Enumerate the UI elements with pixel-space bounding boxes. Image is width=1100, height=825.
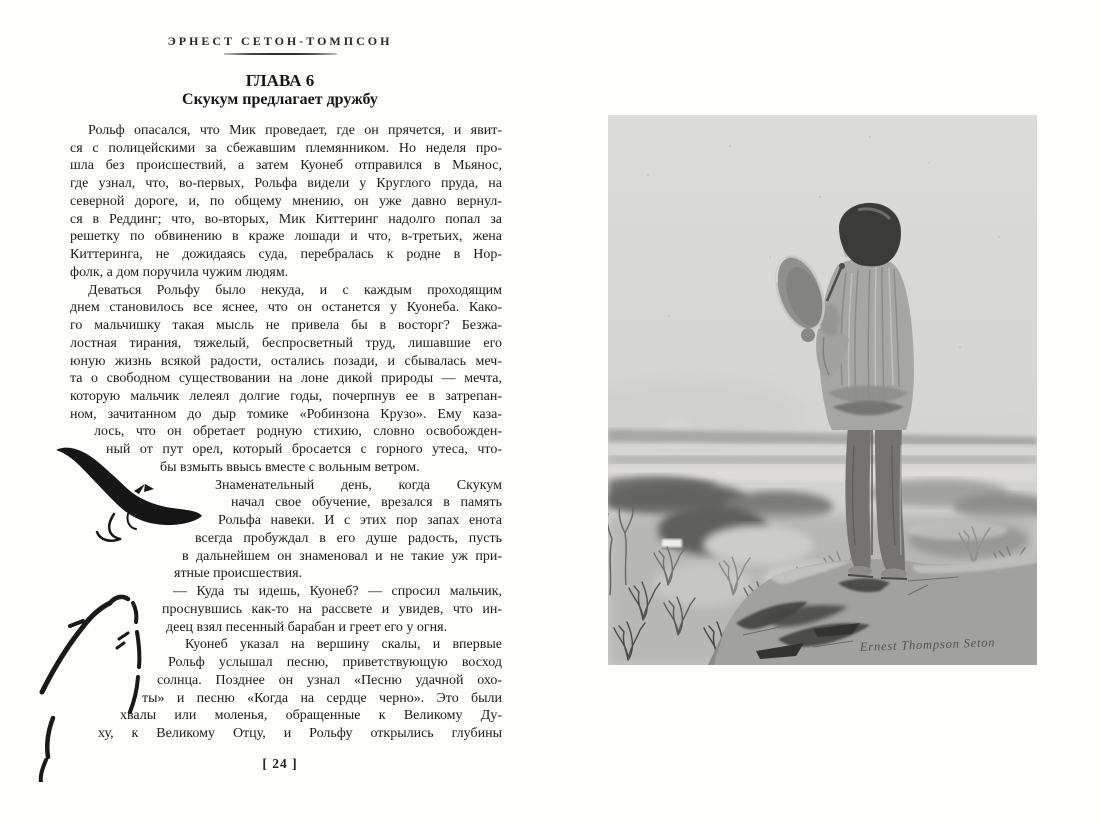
- artist-signature: Ernest Thompson Seton: [859, 635, 996, 654]
- text-line: та о свободном существовании на лоне дикой природы — мечта,: [70, 371, 502, 387]
- text-line: ный от пут орел, который бросается с горного утеса, что-: [106, 442, 502, 458]
- text-line: решетку по обвинению в краже лошади и что, в-третьих, жена: [70, 229, 502, 245]
- text-line: ном, зачитанном до дыр томике «Робинзона Крузо». Ему каза-: [70, 406, 502, 422]
- text-line: всегда пробуждал в его душе радость, пусть: [195, 530, 502, 546]
- figure-hand: [801, 328, 815, 342]
- text-line: — Куда ты идешь, Куонеб? — спросил мальчик,: [173, 584, 502, 600]
- text-line: которую мальчик лелеял долгие годы, почерпнув ее в затрепан-: [70, 389, 502, 405]
- text-line: ты» и песню «Когда на сердце черно». Это были: [142, 690, 502, 706]
- text-line: Рольф опасался, что Мик проведает, где он прячется, и явит-: [88, 123, 502, 138]
- eagle-silhouette: [56, 448, 202, 541]
- right-page: [550, 0, 1100, 825]
- text-line: где узнал, что, во-первых, Рольфа видели у Круглого пруда, на: [70, 176, 502, 192]
- header-rule: [224, 53, 337, 55]
- chapter-title: Скукум предлагает дружбу: [182, 91, 378, 108]
- text-line: деец взял песенный барабан и греет его у огня.: [166, 619, 448, 635]
- text-line: хвалы или моленья, обращенные к Великому Ду-: [120, 708, 502, 724]
- text-line: Киттеринга, не дожидаясь суда, перебралась к родне в Нор-: [70, 247, 502, 263]
- plate-illustration: [608, 115, 1037, 665]
- text-line: лось, что он обретает родную стихию, словно освобожден-: [94, 424, 502, 440]
- text-line: проснувшись как-то на рассвете и увидев, что ин-: [162, 601, 502, 617]
- text-line: ху, к Великому Отцу, и Рольфу открылись глубины: [98, 725, 502, 741]
- text-line: солнца. Позднее он узнал «Песню удачной охо-: [157, 672, 502, 688]
- text-line: юную жизнь всякой радости, остались позади, и сбывалась меч-: [70, 353, 502, 369]
- text-line: Куонеб указал на вершину скалы, и впервые: [185, 637, 502, 653]
- text-line: Деваться Рольфу было некуда, и с каждым проходящим: [88, 282, 502, 298]
- text-line: ятные происшествия.: [174, 566, 303, 582]
- distant-building: [662, 539, 682, 549]
- text-line: днем становилось все яснее, что он останется у Куонеба. Како-: [70, 300, 502, 316]
- text-line: северной дороге, и, по общему мнению, он уже давно вернул-: [70, 193, 502, 209]
- text-line: Рольф услышал песню, приветствующую восход: [168, 655, 502, 671]
- text-line: бы взмыть ввысь вместе с вольным ветром.: [160, 459, 420, 475]
- animal-outline-sketch: [20, 582, 215, 782]
- text-line: начал свое обучение, врезался в память: [231, 495, 502, 511]
- text-line: шла без происшествий, а затем Куонеб отправился в Мьянос,: [70, 158, 502, 174]
- text-line: Рольфа навеки. И с этих пор запах енота: [218, 513, 502, 529]
- chapter-number: ГЛАВА 6: [245, 71, 315, 90]
- text-line: ся с полицейскими за сбежавшим племянником. Но неделя про-: [70, 140, 502, 156]
- sketch-strokes: [41, 597, 140, 782]
- running-header: ЭРНЕСТ СЕТОН-ТОМПСОН: [167, 34, 393, 48]
- page-number: [ 24 ]: [262, 756, 298, 771]
- text-line: фолк, а дом поручила чужим людям.: [70, 264, 289, 280]
- text-line: го мальчишку такая мысль не привела бы в восторг? Безжа-: [70, 318, 502, 334]
- flying-eagle-illustration: [50, 444, 210, 550]
- text-line: ся в Реддинг; что, во-вторых, Мик Киттеринг надолго попал за: [70, 211, 502, 227]
- text-line: Знаменательный день, когда Скукум: [215, 477, 502, 493]
- text-line: в дальнейшем он знаменовал и не такие уж при-: [182, 548, 502, 564]
- text-line: лостная тирания, тяжелый, беспросветный труд, лишавшие его: [70, 335, 502, 351]
